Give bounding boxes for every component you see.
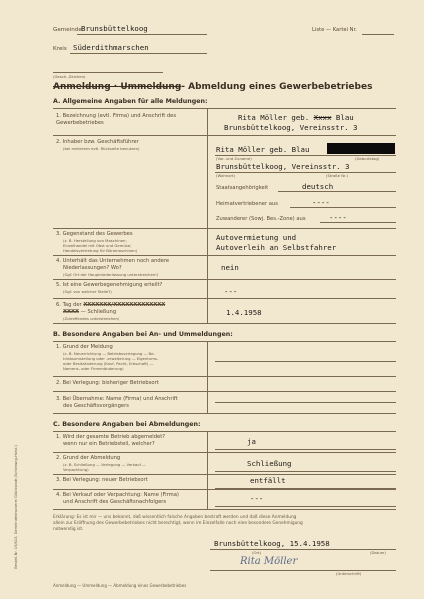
a6-value: 1.4.1958 (226, 308, 262, 317)
place-date: Brunsbüttelkoog, 15.4.1958 (214, 539, 330, 548)
kreis-value: Süderdithmarschen (73, 43, 149, 52)
unterschrift-label: (Unterschrift) (336, 571, 362, 576)
b1-sub1: (z. B. Neuerrichtung — Betriebsverlegung — Be- (63, 351, 155, 356)
c3-label: 3. Bei Verlegung: neuer Betriebsort (56, 477, 148, 483)
b1-answer-line (215, 361, 396, 362)
a2-address-line (215, 172, 396, 173)
wohnort-label: (Wohnort) (216, 173, 236, 178)
section-b-divider (207, 341, 208, 413)
c4-rule (53, 509, 396, 510)
a5-rule (53, 298, 396, 299)
a3-label: 3. Gegenstand des Gewerbes (56, 231, 133, 237)
a6-label: 6. Tag der XXXXXXX/XXXXXXXXXXXXX (56, 302, 166, 308)
c1-label2: wenn nur ein Betriebsteil, welcher? (63, 441, 155, 447)
a4-value: nein (221, 263, 239, 272)
c4-label1: 4. Bei Verkauf oder Verpachtung: Name (Firma) (56, 492, 179, 498)
c1-answer-line (215, 449, 396, 450)
geschaeftszeichen-line (53, 72, 163, 73)
c3-rule (53, 489, 396, 490)
b1-sub4: Namens- oder Firmenänderung) (63, 366, 124, 371)
ort-label: (Ort) (252, 550, 262, 555)
a6-sub: (Zutreffendes unterstreichen) (63, 316, 120, 321)
c4-label2: und Anschrift des Geschäftsnachfolgers (63, 499, 167, 505)
a4-label1: 4. Unterhält das Unternehmen noch andere (56, 258, 170, 264)
a5-sub: (Ggf. von welcher Stelle?) (63, 289, 112, 294)
c4-value: --- (250, 494, 264, 503)
a2-rule (53, 228, 396, 229)
a1-line2: Brunsbüttelkoog, Vereinsstr. 3 (224, 123, 358, 132)
c2-answer-line (215, 471, 396, 472)
b2-rule (53, 391, 396, 392)
a1-rule (53, 135, 396, 136)
section-a-rule (53, 108, 396, 109)
declaration-line1: Erklärung: Es ist mir — uns bekannt, daß wissentlich falsche Angaben bestraft werden und daß diese Anmeldung (53, 515, 297, 520)
b3-label2: des Geschäftsvorgängers (63, 403, 129, 409)
footer-text: Anmeldung — Ummeldung — Abmeldung eines Gewerbebetriebes (53, 583, 187, 588)
a4-label2: Niederlassungen? Wo? (63, 265, 122, 271)
a3-sub1: (z. B. Herstellung von Maschinen; (63, 238, 127, 243)
a3-line1: Autovermietung und (216, 233, 297, 242)
place-date-line (210, 549, 396, 550)
liste-line (362, 34, 394, 35)
a3-line2: Autoverleih an Selbstfahrer (216, 243, 337, 252)
a4-rule (53, 279, 396, 280)
c2-value: Schließung (247, 459, 292, 468)
zuwand-line (320, 222, 396, 223)
kreis-label: Kreis (53, 46, 67, 52)
staatsangehoerigkeit-value: deutsch (302, 182, 334, 191)
c3-value: entfällt (250, 476, 286, 485)
heimatvertriebener-value: ---- (312, 198, 330, 207)
side-print: Bestell-Nr. 19/413, Gemeindedruckerei Glückstadt (Schleswig-Holst.) (13, 445, 18, 569)
strasse-label: (Straße Nr.) (326, 173, 348, 178)
section-c-rule (53, 431, 396, 432)
zuwanderer-value: ---- (329, 213, 347, 222)
kreis-line (70, 53, 207, 54)
gemeinde-value: Brunsbüttelkoog (81, 24, 148, 33)
redacted-birthdate (327, 143, 395, 154)
a5-value: --- (224, 287, 238, 296)
c2-rule (53, 474, 396, 475)
geburtstag-label: (Geburtstag) (355, 156, 380, 161)
title-main: - Abmeldung eines Gewerbebetriebes (181, 82, 373, 92)
section-c-divider (207, 431, 208, 509)
a1-label: 1. Bezeichnung (evtl. Firma) und Anschrift des Gewerbebetriebes (56, 113, 177, 126)
b1-rule (53, 376, 396, 377)
a3-sub2: Einzelhandel mit Obst und Gemüse; (63, 243, 132, 248)
b3-answer-line (215, 402, 396, 403)
liste-label: Liste — Kartei Nr. (312, 27, 357, 33)
a6-label2: XXXX — Schließung (63, 309, 117, 315)
a4-sub: (Ggf. Ort der Hauptniederlassung unterstreichen!) (63, 272, 159, 277)
a3-sub3: Handelsvertretung für Büromaschinen) (63, 248, 138, 253)
a2-name: Rita Möller geb. Blau (216, 145, 310, 154)
geschaeftszeichen-label: (Gesch.-Zeichen) (53, 74, 86, 79)
gemeinde-label: Gemeinde (53, 27, 82, 33)
title-struck: Anmeldung · Ummeldung (53, 82, 182, 92)
b3-rule (53, 413, 396, 414)
gemeinde-line (77, 34, 207, 35)
heimatvertriebener-label: Heimatvertriebener aus (216, 201, 278, 207)
a3-rule (53, 255, 396, 256)
c1-label1: 1. Wird der gesamte Betrieb abgemeldet? (56, 434, 166, 440)
a2-address: Brunsbüttelkoog, Vereinsstr. 3 (216, 162, 350, 171)
declaration-line2: allein zur Eröffnung des Gewerbebetriebes nicht berechtigt, wenn im Einzelfalle noch eine besondere Genehmigung (53, 521, 303, 526)
section-a-divider (207, 108, 208, 323)
c2-label: 2. Grund der Abmeldung (56, 455, 121, 461)
section-a-heading: A. Allgemeine Angaben für alle Meldungen: (53, 98, 208, 105)
section-b-heading: B. Besondere Angaben bei An- und Ummeldungen: (53, 331, 233, 338)
c2-sub2: Verpachtung) (63, 467, 89, 472)
vor-zuname-label: (Vor- und Zuname) (216, 156, 252, 161)
c1-value: ja (247, 437, 256, 446)
c4-answer-line (215, 506, 396, 507)
heimat-line (290, 207, 396, 208)
staat-line (278, 191, 396, 192)
a1-line1: Rita Möller geb. Xxxx Blau (238, 113, 354, 122)
zuwanderer-label: Zuwanderer (Sowj. Bes.-Zone) aus (216, 216, 306, 222)
a2-sub: (bei mehreren evtl. Rückseite benutzen) (63, 146, 140, 151)
b3-label1: 3. Bei Übernahme: Name (Firma) und Anschrift (56, 396, 178, 402)
handwritten-signature: Rita Möller (240, 556, 298, 567)
b1-sub2: triebsumstellung oder -erweiterung — Eigentums- (63, 356, 159, 361)
b1-sub3: oder Besitzänderung (Kauf, Pacht, Erbschaft) — (63, 361, 154, 366)
signature-line (210, 570, 396, 571)
form-title (53, 82, 372, 92)
datum-label: (Datum) (370, 550, 386, 555)
a2-label: 2. Inhaber bzw. Geschäftsführer (56, 139, 139, 145)
c1-rule (53, 452, 396, 453)
b1-label: 1. Grund der Meldung (56, 344, 113, 350)
b2-label: 2. Bei Verlegung: bisheriger Betriebsort (56, 380, 159, 386)
declaration-line3: notwendig ist. (53, 527, 84, 532)
a6-rule (53, 323, 396, 324)
section-c-heading: C. Besondere Angaben bei Abmeldungen: (53, 421, 201, 428)
a5-label: 5. Ist eine Gewerbegenehmigung erteilt? (56, 282, 163, 288)
section-b-rule (53, 341, 396, 342)
staatsangehoerigkeit-label: Staatsangehörigkeit (216, 185, 269, 191)
c2-sub1: (z. B. Schließung — Verlegung — Verkauf — (63, 462, 146, 467)
